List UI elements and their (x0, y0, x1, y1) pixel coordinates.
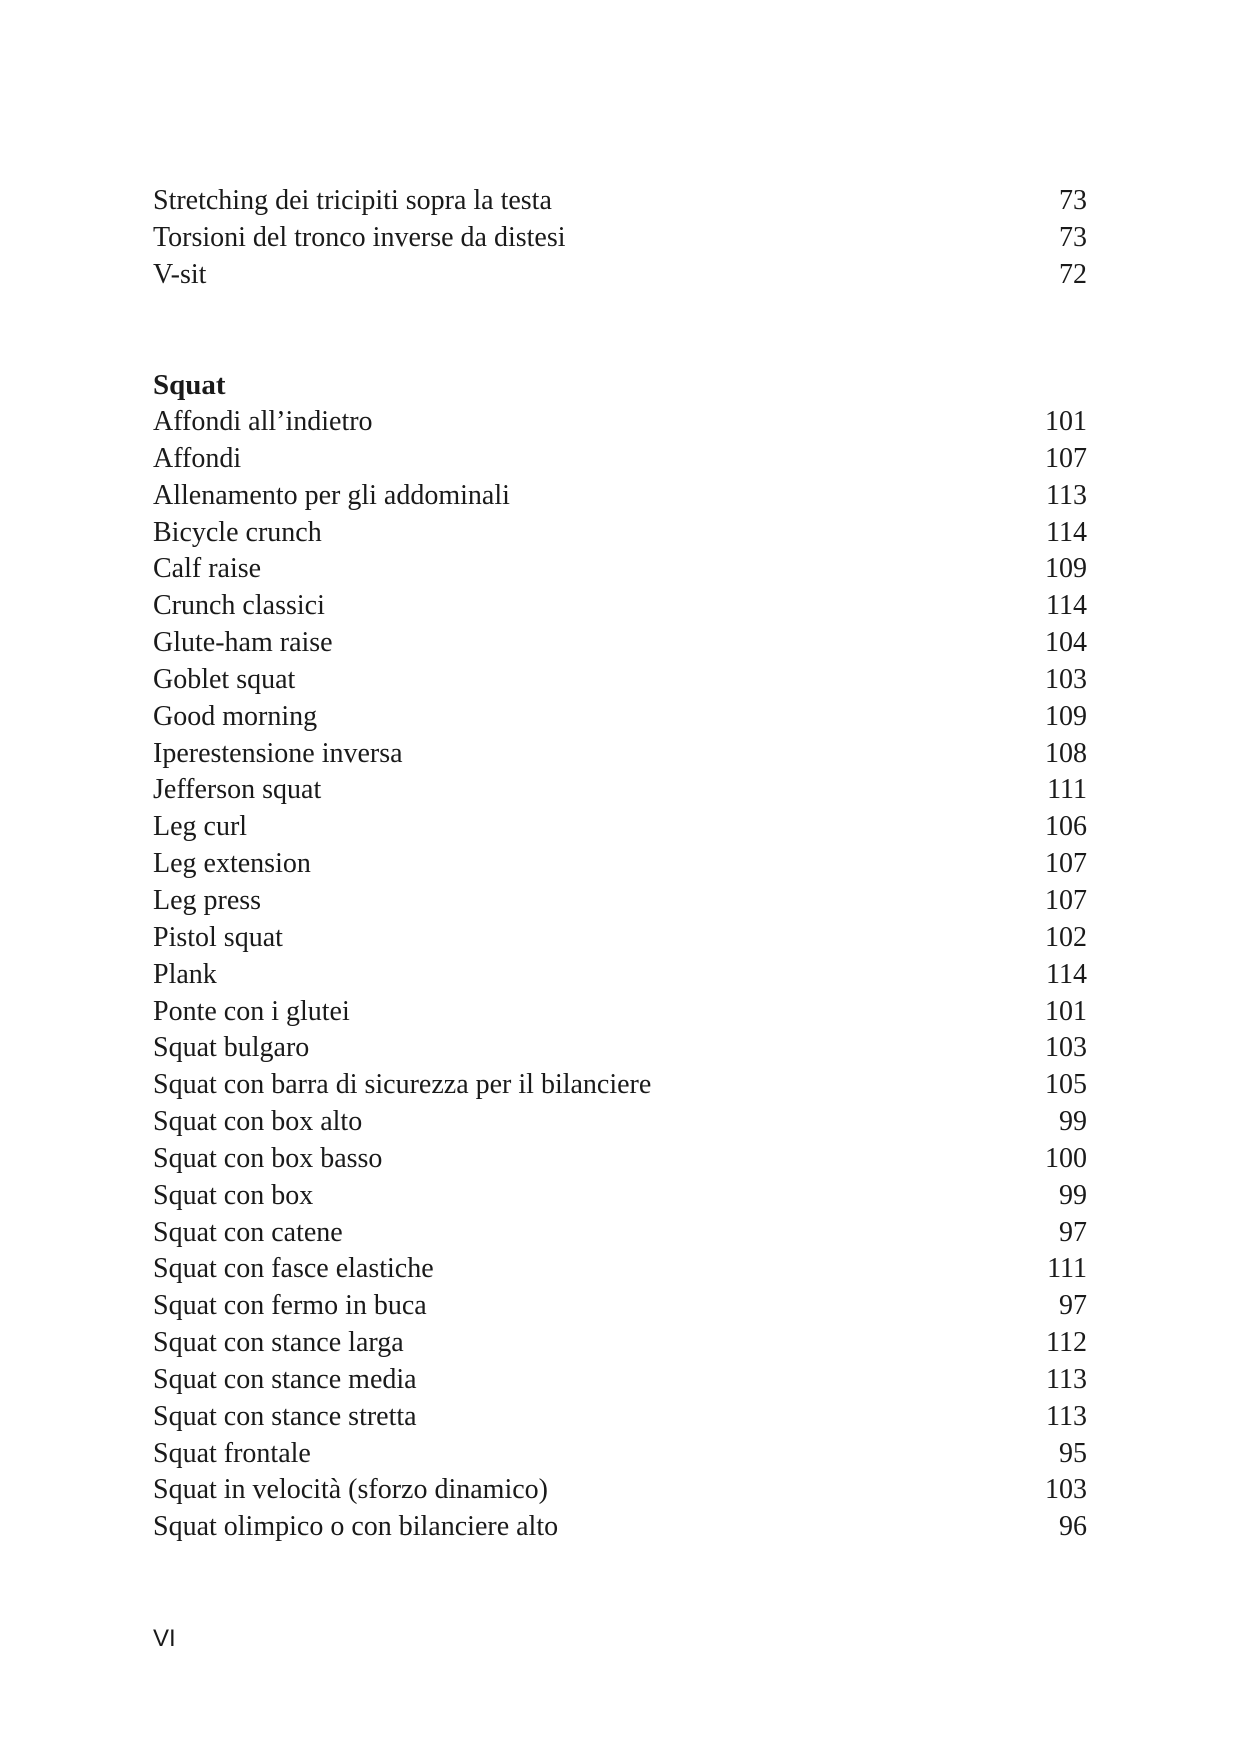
index-entry (153, 846, 1087, 883)
entry-term: Torsioni del tronco inverse da distesi (153, 221, 566, 253)
index-entry (153, 1436, 1087, 1473)
index-entry (153, 1362, 1087, 1399)
entry-term: Affondi (153, 442, 242, 474)
index-entry (153, 772, 1087, 809)
index-entry (153, 1509, 1087, 1546)
entry-page-number: 101 (1045, 406, 1087, 437)
entry-page-number: 73 (1059, 185, 1087, 216)
index-entry (153, 1178, 1087, 1215)
entry-term: V-sit (153, 258, 207, 290)
entry-page-number: 112 (1046, 1327, 1087, 1359)
entry-page-number: 97 (1059, 1290, 1087, 1322)
page-number: VI (153, 1625, 176, 1652)
entry-term: Squat con barra di sicurezza per il bilanciere (153, 1069, 652, 1101)
index-entry (153, 220, 1087, 257)
index-entry (153, 662, 1087, 699)
index-list-continued (153, 183, 1087, 294)
entry-term: Affondi all’indietro (153, 406, 373, 437)
entry-page-number: 111 (1047, 774, 1087, 806)
entry-page-number: 113 (1046, 1400, 1087, 1432)
index-entry (153, 625, 1087, 662)
entry-page-number: 109 (1045, 553, 1087, 585)
entry-term: Squat con stance larga (153, 1327, 404, 1359)
index-entry (153, 441, 1087, 478)
index-entry (153, 883, 1087, 920)
entry-page-number: 107 (1045, 848, 1087, 880)
entry-page-number: 101 (1045, 995, 1087, 1027)
entry-term: Bicycle crunch (153, 516, 322, 548)
entry-term: Squat frontale (153, 1437, 311, 1469)
entry-page-number: 103 (1045, 663, 1087, 695)
entry-term: Squat bulgaro (153, 1032, 310, 1064)
entry-page-number: 108 (1045, 737, 1087, 769)
entry-page-number: 96 (1059, 1511, 1087, 1543)
entry-page-number: 104 (1045, 627, 1087, 659)
index-entry (153, 588, 1087, 625)
index-entry (153, 809, 1087, 846)
entry-page-number: 114 (1046, 590, 1087, 622)
entry-term: Squat con catene (153, 1216, 343, 1248)
entry-page-number: 103 (1045, 1474, 1087, 1506)
index-entry (153, 1399, 1087, 1436)
entry-term: Squat con stance media (153, 1363, 417, 1395)
entry-page-number: 109 (1045, 700, 1087, 732)
entry-page-number: 106 (1045, 811, 1087, 843)
index-entry (153, 1251, 1087, 1288)
entry-term: Goblet squat (153, 663, 296, 695)
index-entry (153, 551, 1087, 588)
entry-term: Squat con fermo in buca (153, 1290, 427, 1322)
entry-term: Squat con box basso (153, 1142, 383, 1174)
index-entry (153, 1325, 1087, 1362)
index-entry (153, 1472, 1087, 1509)
index-entry (153, 1215, 1087, 1252)
entry-page-number: 72 (1059, 258, 1087, 290)
entry-page-number: 102 (1045, 921, 1087, 953)
entry-page-number: 114 (1046, 958, 1087, 990)
entry-page-number: 99 (1059, 1179, 1087, 1211)
index-entry (153, 183, 1087, 220)
entry-term: Glute-ham raise (153, 627, 333, 659)
entry-page-number: 103 (1045, 1032, 1087, 1064)
entry-term: Ponte con i glutei (153, 995, 350, 1027)
entry-term: Stretching dei tricipiti sopra la testa (153, 185, 552, 216)
entry-term: Allenamento per gli addominali (153, 479, 510, 511)
section-index-list (153, 404, 1087, 1546)
entry-page-number: 111 (1047, 1253, 1087, 1285)
section-heading: Squat (153, 369, 226, 401)
index-entry (153, 1030, 1087, 1067)
index-entry (153, 257, 1087, 294)
entry-term: Iperestensione inversa (153, 737, 403, 769)
entry-term: Squat con fasce elastiche (153, 1253, 434, 1285)
index-entry (153, 1141, 1087, 1178)
entry-page-number: 113 (1046, 1363, 1087, 1395)
entry-term: Calf raise (153, 553, 262, 585)
index-entry (153, 736, 1087, 773)
entry-term: Pistol squat (153, 921, 283, 953)
entry-term: Squat con stance stretta (153, 1400, 417, 1432)
index-entry (153, 957, 1087, 994)
entry-page-number: 114 (1046, 516, 1087, 548)
entry-page-number: 100 (1045, 1142, 1087, 1174)
entry-term: Leg press (153, 884, 262, 916)
index-entry (153, 994, 1087, 1031)
index-entry (153, 404, 1087, 441)
entry-term: Leg curl (153, 811, 248, 843)
entry-term: Squat in velocità (sforzo dinamico) (153, 1474, 548, 1506)
entry-page-number: 107 (1045, 442, 1087, 474)
index-entry (153, 1288, 1087, 1325)
index-entry (153, 515, 1087, 552)
entry-term: Jefferson squat (153, 774, 322, 806)
entry-page-number: 97 (1059, 1216, 1087, 1248)
entry-term: Leg extension (153, 848, 311, 880)
entry-term: Squat olimpico o con bilanciere alto (153, 1511, 559, 1543)
index-entry (153, 478, 1087, 515)
index-entry (153, 699, 1087, 736)
entry-term: Squat con box alto (153, 1106, 363, 1138)
entry-term: Plank (153, 958, 217, 990)
entry-page-number: 95 (1059, 1437, 1087, 1469)
entry-page-number: 107 (1045, 884, 1087, 916)
entry-page-number: 105 (1045, 1069, 1087, 1101)
index-entry (153, 1104, 1087, 1141)
entry-page-number: 73 (1059, 221, 1087, 253)
entry-term: Crunch classici (153, 590, 325, 622)
entry-page-number: 113 (1046, 479, 1087, 511)
entry-term: Good morning (153, 700, 318, 732)
index-entry (153, 920, 1087, 957)
entry-term: Squat con box (153, 1179, 314, 1211)
index-entry (153, 1067, 1087, 1104)
entry-page-number: 99 (1059, 1106, 1087, 1138)
